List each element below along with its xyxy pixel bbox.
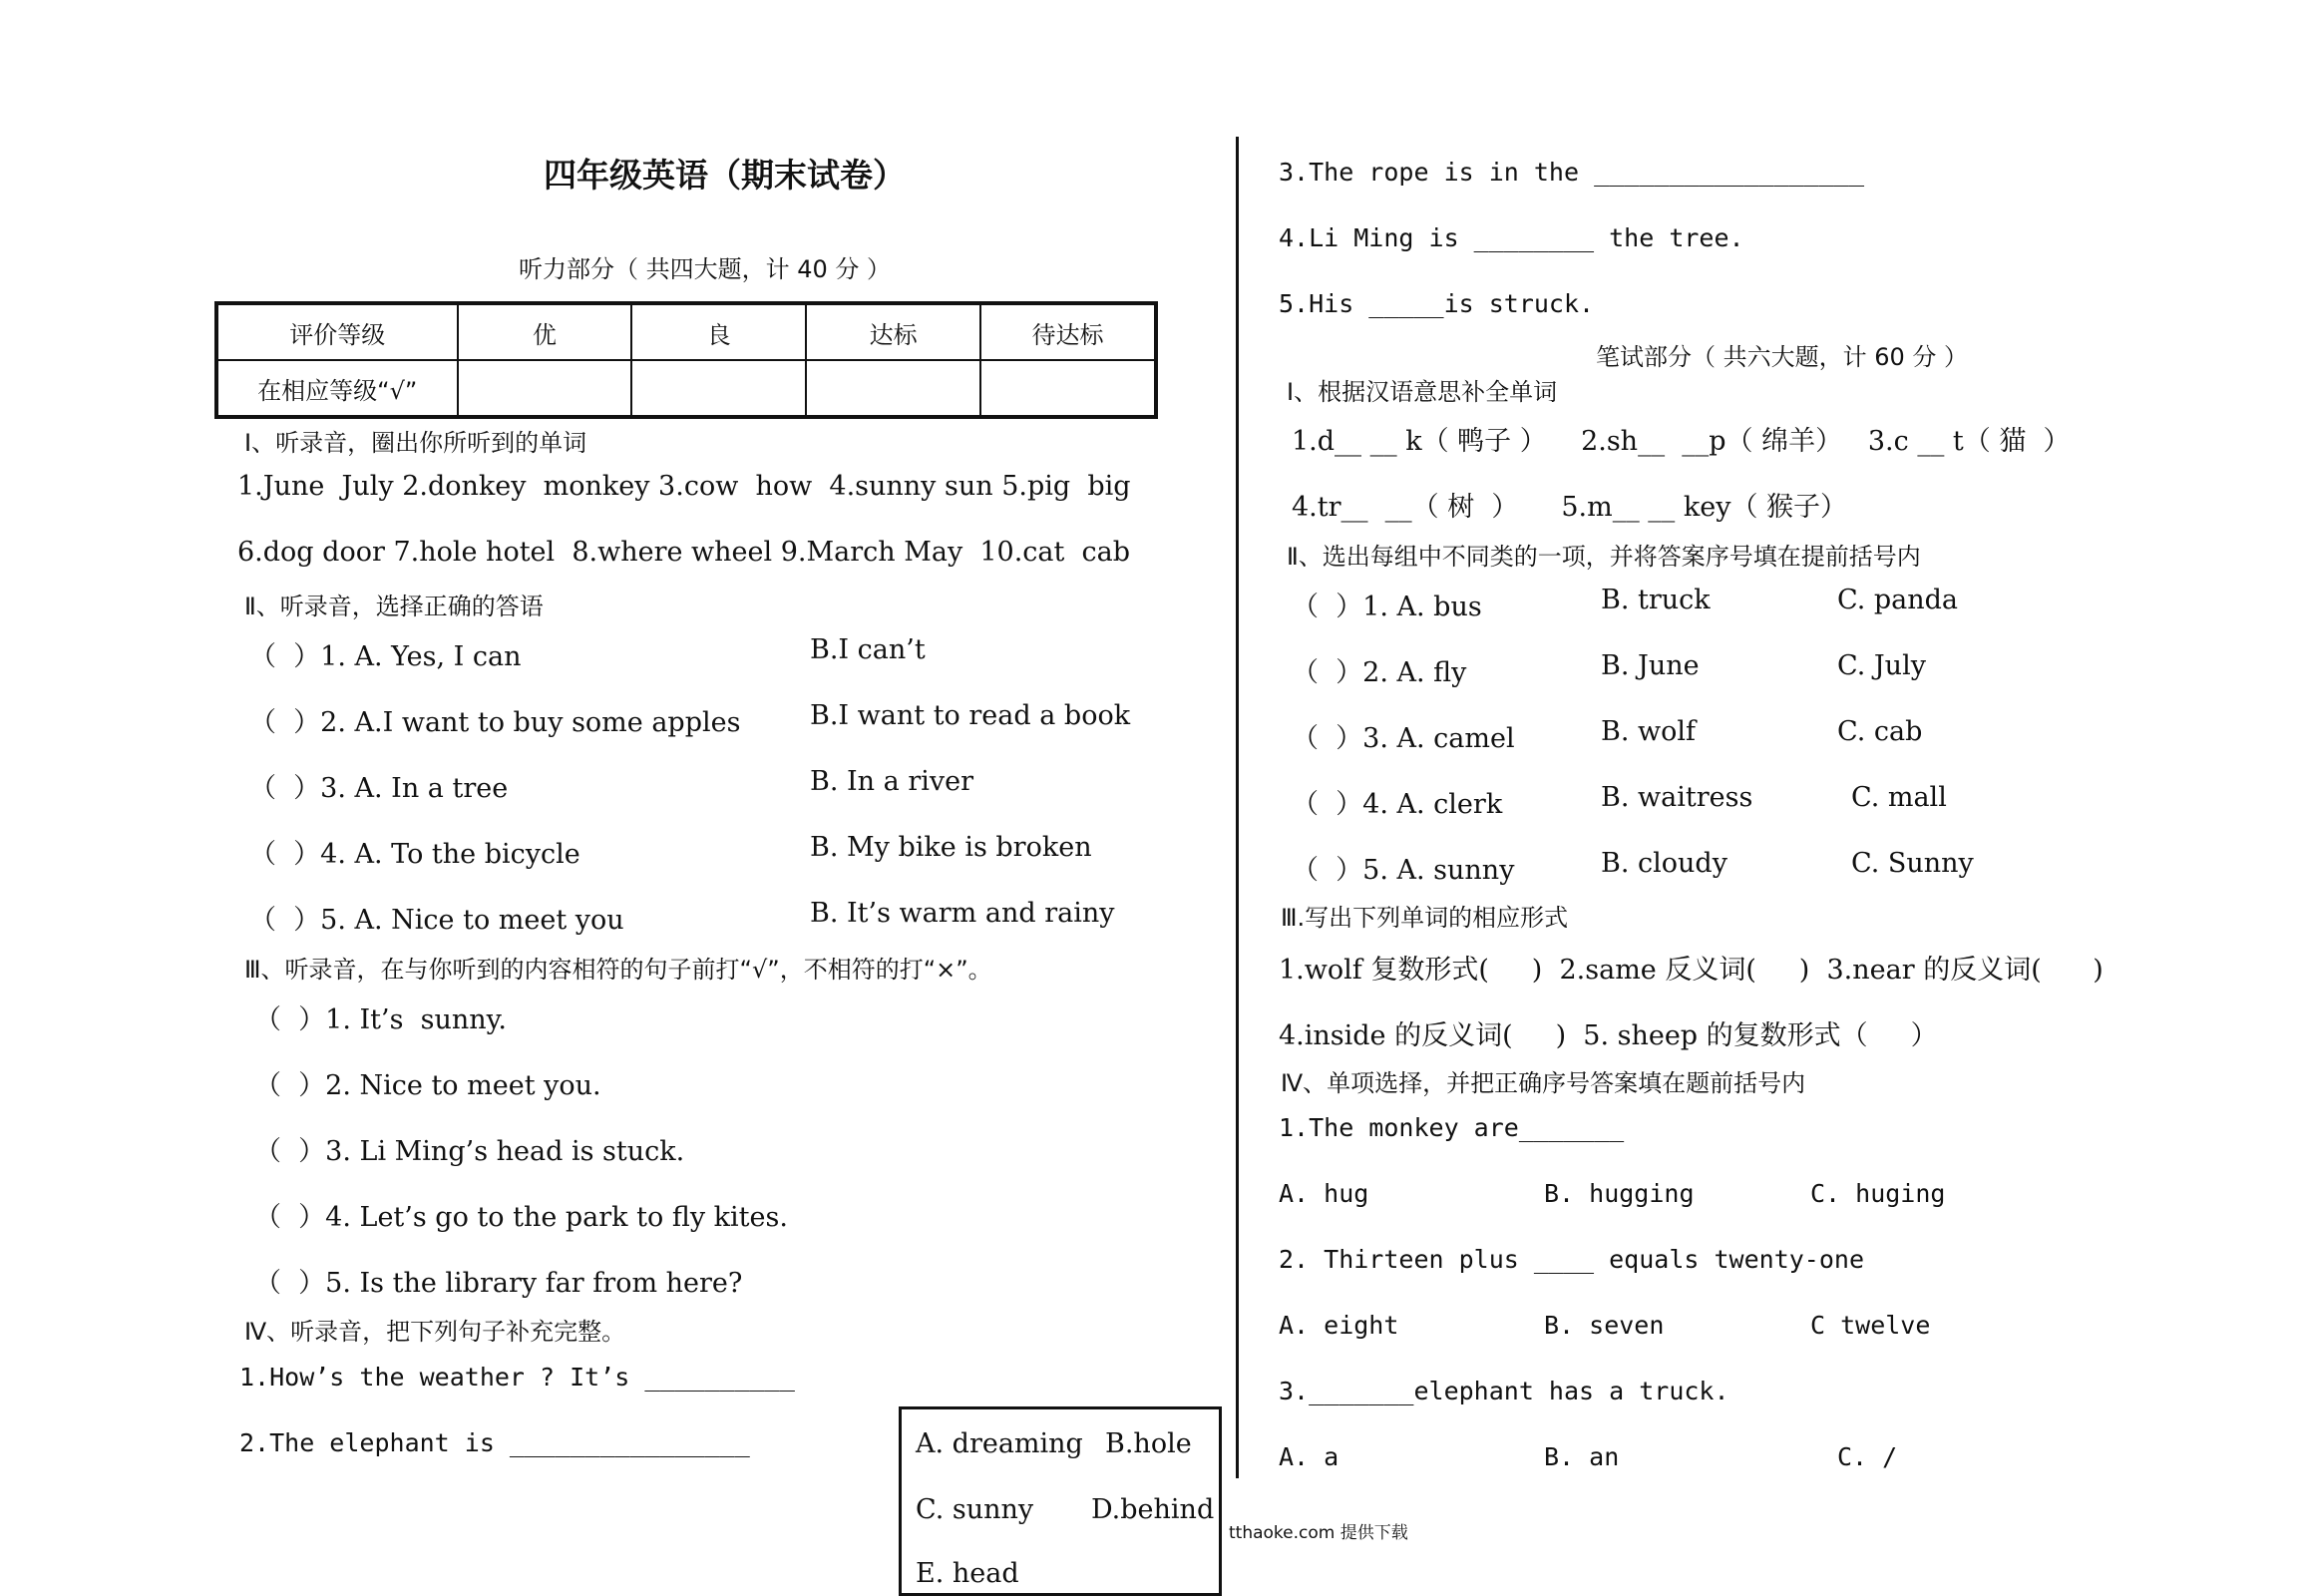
footer-source: tthaoke.com 提供下载 [1229, 1523, 1408, 1543]
grade-header-cell: 达标 [806, 303, 980, 360]
spelling-line: 1.d__ __ k（ 鸭子 ） 2.sh__ __p（ 绵羊） 3.c __ t（ 猫 ） [1292, 426, 2071, 457]
grade-header-cell: 良 [631, 303, 806, 360]
fill-blank-line: 5.His _____is struck. [1279, 289, 1595, 318]
question-item: （ ）4. Let’s go to the park to fly kites. [254, 1202, 788, 1233]
mc-option: A. hug [1279, 1179, 1369, 1208]
section-heading: Ⅲ、听录音，在与你听到的内容相符的句子前打“√”，不相符的打“×”。 [244, 956, 992, 984]
fill-blank-line: 1.How’s the weather ? It’s __________ [239, 1363, 795, 1392]
question-item: （ ）5. Is the library far from here? [254, 1268, 743, 1299]
section-heading: Ⅳ、听录音，把下列句子补充完整。 [244, 1318, 626, 1346]
question-item: （ ）3. Li Ming’s head is stuck. [254, 1136, 685, 1167]
question-item: （ ）4. A. clerk [1292, 789, 1503, 820]
answer-option: B. It’s warm and rainy [810, 898, 1115, 929]
mc-option: A. a [1279, 1442, 1340, 1471]
grade-header-cell: 优 [458, 303, 632, 360]
question-item: （ ）1. It’s sunny. [254, 1004, 507, 1035]
grade-check-cell[interactable] [631, 360, 806, 417]
answer-option: C. July [1837, 650, 1926, 681]
section-heading: Ⅰ、听录音，圈出你所听到的单词 [244, 429, 587, 457]
mc-option: B. hugging [1544, 1179, 1695, 1208]
word-bank-option: A. dreaming [916, 1428, 1083, 1459]
section-heading: Ⅰ、根据汉语意思补全单词 [1287, 378, 1558, 406]
mc-option: C. / [1837, 1442, 1898, 1471]
word-choice-line: 1.June July 2.donkey monkey 3.cow how 4.sunny sun 5.pig big [237, 471, 1131, 502]
fill-blank-line: 3.The rope is in the __________________ [1279, 158, 1864, 187]
word-bank-option: E. head [916, 1558, 1019, 1589]
word-form-line: 4.inside 的反义词( ) 5. sheep 的复数形式（ ） [1279, 1020, 1938, 1051]
written-section-header: 笔试部分（ 共六大题，计 60 分 ） [1596, 343, 1969, 371]
grade-row-label: 在相应等级“√” [216, 360, 458, 417]
fill-blank-line: 2.The elephant is ________________ [239, 1428, 750, 1457]
answer-option: B. My bike is broken [810, 832, 1092, 863]
grade-check-cell[interactable] [806, 360, 980, 417]
grade-check-cell[interactable] [980, 360, 1156, 417]
answer-option: B.I can’t [810, 634, 926, 665]
answer-option: B. wolf [1601, 716, 1697, 747]
word-choice-line: 6.dog door 7.hole hotel 8.where wheel 9.March May 10.cat cab [237, 537, 1131, 568]
page-title: 四年级英语（期末试卷） [544, 156, 906, 195]
section-heading: Ⅳ、单项选择，并把正确序号答案填在题前括号内 [1281, 1069, 1806, 1097]
answer-option: B.I want to read a book [810, 700, 1131, 731]
column-divider [1236, 137, 1239, 1478]
section-heading: Ⅲ.写出下列单词的相应形式 [1281, 904, 1569, 932]
question-item: （ ）5. A. sunny [1292, 855, 1515, 886]
fill-blank-line: 4.Li Ming is ________ the tree. [1279, 223, 1744, 252]
spelling-line: 4.tr__ __（ 树 ） 5.m__ __ key（ 猴子） [1292, 492, 1848, 523]
answer-option: B. cloudy [1601, 848, 1727, 879]
word-bank-option: D.behind [1091, 1494, 1215, 1525]
mc-question: 1.The monkey are_______ [1279, 1113, 1625, 1142]
mc-option: C. huging [1810, 1179, 1946, 1208]
answer-option: C. panda [1837, 585, 1959, 615]
question-item: （ ）1. A. bus [1292, 592, 1482, 622]
section-heading: Ⅱ、听录音，选择正确的答语 [244, 593, 544, 620]
question-item: （ ）4. A. To the bicycle [249, 839, 580, 870]
answer-option: B. truck [1601, 585, 1711, 615]
answer-option: B. June [1601, 650, 1700, 681]
listening-section-header: 听力部分（ 共四大题，计 40 分 ） [519, 255, 892, 283]
answer-option: B. waitress [1601, 782, 1753, 813]
grade-check-cell[interactable] [458, 360, 632, 417]
mc-option: B. seven [1544, 1311, 1665, 1340]
mc-option: B. an [1544, 1442, 1620, 1471]
section-heading: Ⅱ、选出每组中不同类的一项，并将答案序号填在提前括号内 [1287, 543, 1921, 571]
question-item: （ ）5. A. Nice to meet you [249, 905, 624, 936]
mc-option: A. eight [1279, 1311, 1399, 1340]
word-bank-option: C. sunny [916, 1494, 1034, 1525]
question-item: （ ）2. A.I want to buy some apples [249, 707, 741, 738]
question-item: （ ）2. A. fly [1292, 657, 1467, 688]
question-item: （ ）3. A. camel [1292, 723, 1515, 754]
mc-question: 3._______elephant has a truck. [1279, 1377, 1729, 1405]
grade-header-cell: 待达标 [980, 303, 1156, 360]
answer-option: C. Sunny [1851, 848, 1974, 879]
grade-table [214, 301, 1158, 419]
mc-option: C twelve [1810, 1311, 1931, 1340]
question-item: （ ）3. A. In a tree [249, 773, 509, 804]
question-item: （ ）2. Nice to meet you. [254, 1070, 601, 1101]
grade-header-cell: 评价等级 [216, 303, 458, 360]
answer-option: C. cab [1837, 716, 1923, 747]
answer-option: C. mall [1851, 782, 1947, 813]
answer-option: B. In a river [810, 766, 974, 797]
word-bank-option: B.hole [1105, 1428, 1192, 1459]
mc-question: 2. Thirteen plus ____ equals twenty-one [1279, 1245, 1864, 1274]
question-item: （ ）1. A. Yes, I can [249, 641, 522, 672]
word-form-line: 1.wolf 复数形式( ) 2.same 反义词( ) 3.near 的反义词( ) [1279, 955, 2104, 986]
